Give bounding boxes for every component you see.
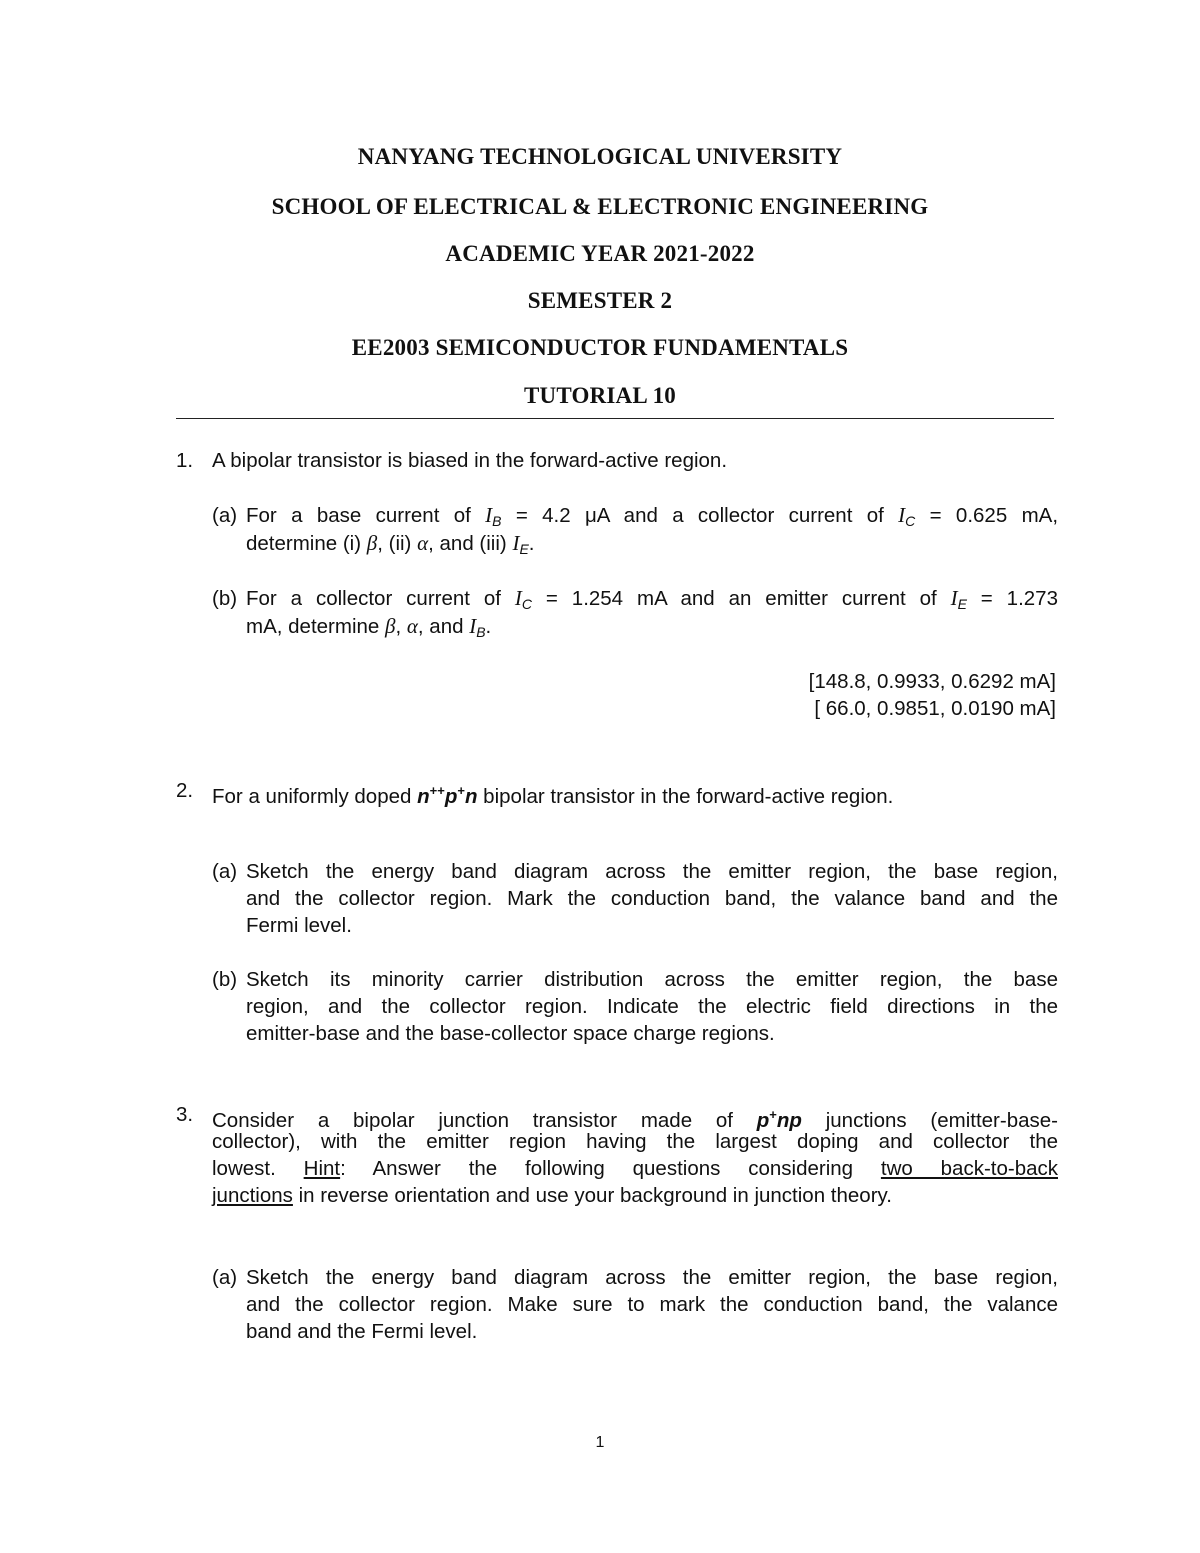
q2b-line1: Sketch its minority carrier distribution across the emitter region, the base [246,968,1058,991]
q2a-line3: Fermi level. [246,914,352,937]
university-title: NANYANG TECHNOLOGICAL UNIVERSITY [357,144,843,169]
school-title: SCHOOL OF ELECTRICAL & ELECTRONIC ENGINEERING [271,194,929,219]
academic-year: ACADEMIC YEAR 2021-2022 [445,241,755,266]
q3a-line3: band and the Fermi level. [246,1320,478,1343]
q1-answer-a: [148.8, 0.9933, 0.6292 mA] [808,670,1056,693]
q1-number: 1. [176,449,194,472]
q2b-line3: emitter-base and the base-collector space charge regions. [246,1022,775,1045]
tutorial-title: TUTORIAL 10 [524,383,676,408]
q2-intro: For a uniformly doped n++p+n bipolar transistor in the forward-active region. [212,783,894,808]
q3a-label: (a) [212,1266,238,1289]
q1b-label: (b) [212,587,238,610]
q3a-line2: and the collector region. Make sure to mark the conduction band, the valance [246,1293,1058,1316]
semester: SEMESTER 2 [527,288,673,313]
q3-line3: lowest. Hint: Answer the following questions considering two back-to-back [212,1157,1058,1180]
q1-answer-b: [ 66.0, 0.9851, 0.0190 mA] [814,697,1056,720]
q3-line1: Consider a bipolar junction transistor made of p+np junctions (emitter-base- [212,1107,1058,1132]
q2-number: 2. [176,779,194,802]
q3-line4: junctions in reverse orientation and use your background in junction theory. [212,1184,892,1207]
q1-intro: A bipolar transistor is biased in the forward-active region. [212,449,728,472]
page-number: 1 [595,1434,605,1451]
q1a-label: (a) [212,504,238,527]
q2b-line2: region, and the collector region. Indicate the electric field directions in the [246,995,1058,1018]
course-title: EE2003 SEMICONDUCTOR FUNDAMENTALS [351,335,849,360]
q2a-line1: Sketch the energy band diagram across the emitter region, the base region, [246,860,1058,883]
q2b-label: (b) [212,968,238,991]
q1b-line1: For a collector current of $I_C = 1.254$ mA and an emitter current of $I_E = 1.273$ [246,586,1058,612]
q2a-line2: and the collector region. Mark the conduction band, the valance band and the [246,887,1058,910]
q2a-label: (a) [212,860,238,883]
q3-line2: collector), with the emitter region having the largest doping and collector the [212,1130,1058,1153]
q1a-line1: For a base current of $I_B = 4.2$ μA and a collector current of $I_C = 0.625$ mA, [246,503,1059,529]
q1a-line2: determine (i) β, (ii) α, and (iii) $I_E$. [246,531,535,557]
header-divider [176,418,1054,419]
q1b-line2: mA, determine β, α, and $I_B$. [246,614,492,640]
q3a-line1: Sketch the energy band diagram across the emitter region, the base region, [246,1266,1058,1289]
q3-number: 3. [176,1103,194,1126]
